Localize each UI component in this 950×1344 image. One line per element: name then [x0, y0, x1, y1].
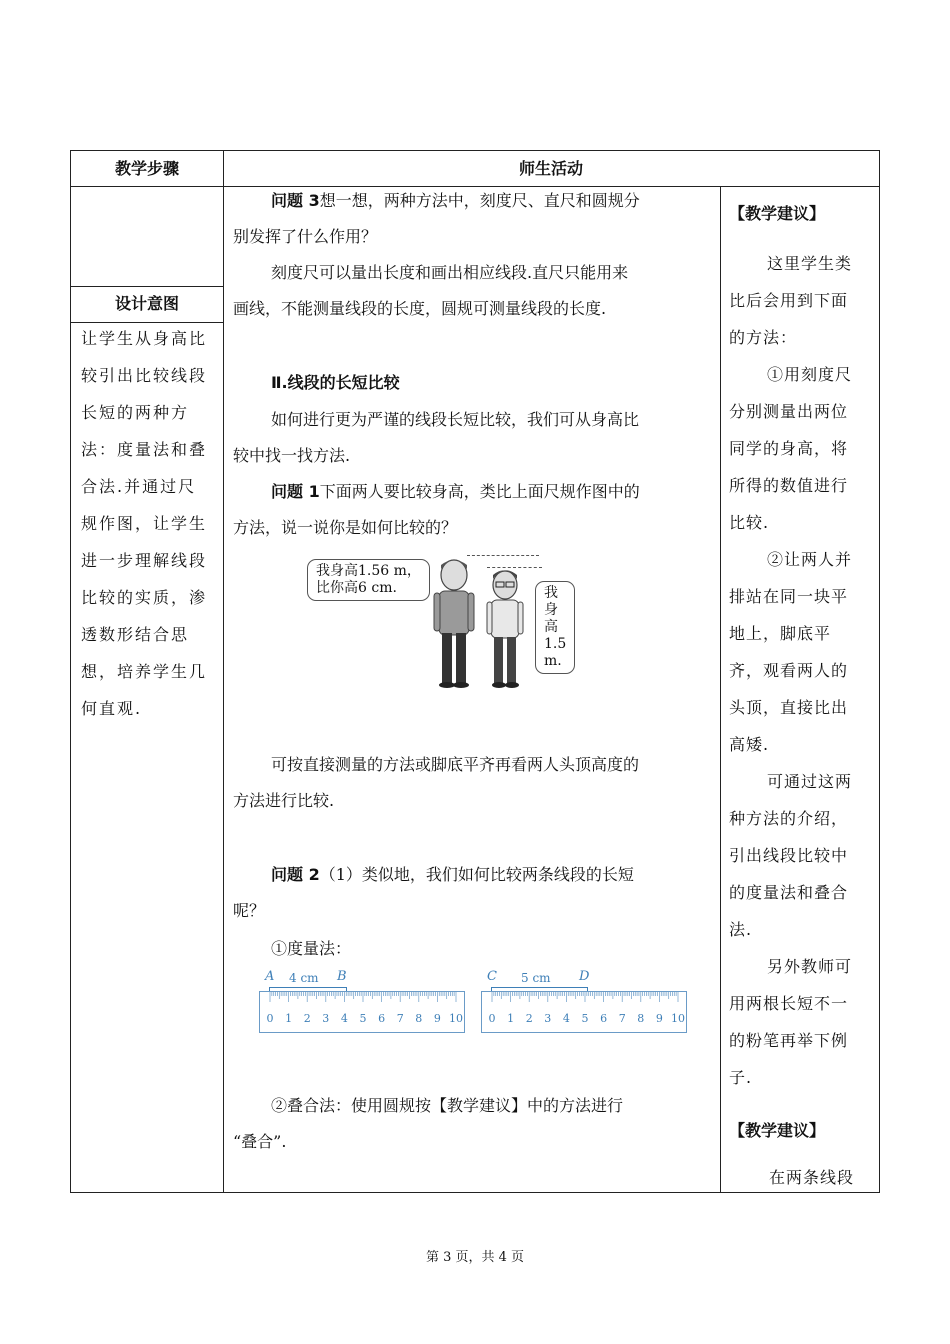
ruler-tick-label: 5	[359, 1012, 367, 1025]
header-activities: 师生活动	[518, 159, 583, 178]
teaching-suggestion-title-2: 【教学建议】	[729, 1121, 826, 1140]
ruler-tick-label: 3	[544, 1012, 552, 1025]
suggestion-line: 排站在同一块平	[729, 587, 849, 606]
ruler-tick-label: 9	[655, 1012, 663, 1025]
design-intent-line: 进一步理解线段	[81, 551, 208, 570]
question-3	[271, 183, 640, 219]
page-footer: 第 3 页，共 4 页	[425, 1250, 525, 1265]
ruler-tick-label: 6	[600, 1012, 608, 1025]
tall-person-figure	[434, 560, 474, 688]
suggestion-line: 另外教师可	[767, 957, 853, 976]
design-intent-line: 合法.并通过尺	[81, 477, 197, 496]
ruler-1-numbers	[260, 1012, 464, 1028]
design-intent-line: 何直观.	[81, 699, 143, 718]
left-bubble-line-2: 比你高6 cm.	[316, 580, 397, 596]
suggestion-line: 的度量法和叠合	[729, 883, 849, 902]
suggestion-line: 所得的数值进行	[729, 476, 849, 495]
question-2	[271, 857, 634, 893]
right-speech-bubble	[535, 581, 575, 674]
point-a-label: A	[265, 969, 275, 984]
suggestion-line: 的粉笔再举下例	[729, 1031, 849, 1050]
design-intent-line: 法：度量法和叠	[81, 440, 208, 459]
ruler-2-numbers	[482, 1012, 686, 1028]
teaching-suggestion-1	[729, 245, 873, 1096]
question-2-label: 问题 2	[271, 865, 320, 884]
ruler-tick-label: 0	[266, 1012, 274, 1025]
suggestion-line: 比较.	[729, 513, 770, 532]
design-intent-line: 想，培养学生几	[81, 662, 208, 681]
point-c-label: C	[487, 969, 497, 984]
teaching-suggestion-2-text: 在两条线段	[769, 1168, 855, 1187]
suggestion-line: 的方法：	[729, 328, 798, 347]
intro-line-1: 如何进行更为严谨的线段长短比较，我们可从身高比	[271, 410, 640, 429]
design-intent-line: 规作图，让学生	[81, 514, 208, 533]
question-1-label: 问题 1	[271, 482, 320, 501]
question-2-text-2: 呢？	[233, 901, 266, 920]
ruler-ab-diagram	[259, 969, 465, 1039]
suggestion-line: ①用刻度尺	[767, 365, 853, 384]
ruler-cd-diagram	[481, 969, 687, 1039]
ruler-tick-label: 1	[285, 1012, 293, 1025]
ruler-tick-label: 2	[525, 1012, 533, 1025]
column-divider-1	[223, 151, 224, 1192]
left-bubble-line-1: 我身高1.56 m，	[316, 563, 421, 579]
ruler-tick-label: 7	[396, 1012, 404, 1025]
overlay-method-line-1: ②叠合法：使用圆规按【教学建议】中的方法进行	[271, 1096, 624, 1115]
ruler-tick-label: 7	[618, 1012, 626, 1025]
section-title: Ⅱ.线段的长短比较	[271, 373, 400, 392]
ruler-ab-length: 4 cm	[289, 971, 319, 985]
suggestion-line: 同学的身高，将	[729, 439, 849, 458]
answer-line-1: 刻度尺可以量出长度和画出相应线段.直尺只能用来	[271, 263, 629, 282]
ruler-tick-label: 8	[415, 1012, 423, 1025]
ruler-tick-label: 10	[449, 1012, 463, 1025]
design-intent-text	[81, 320, 217, 727]
point-d-label: D	[579, 969, 590, 984]
question-3-text-2: 别发挥了什么作用？	[233, 227, 378, 246]
ruler-tick-label: 2	[303, 1012, 311, 1025]
suggestion-line: 齐，观看两人的	[729, 661, 849, 680]
design-intent-line: 让学生从身高比	[81, 329, 208, 348]
suggestion-line: 引出线段比较中	[729, 846, 849, 865]
suggestion-line: 分别测量出两位	[729, 402, 849, 421]
right-bubble-text: 我身高1.5 m.	[544, 585, 567, 669]
question-3-text: 想一想，两种方法中，刻度尺、直尺和圆规分	[319, 191, 640, 210]
ruler-tick-label: 4	[562, 1012, 570, 1025]
answer-line-2: 画线，不能测量线段的长度，圆规可测量线段的长度.	[233, 299, 607, 318]
ruler-tick-label: 1	[507, 1012, 515, 1025]
method-line-1: 可按直接测量的方法或脚底平齐再看两人头顶高度的	[271, 755, 640, 774]
suggestion-line: 比后会用到下面	[729, 291, 849, 310]
suggestion-line: 可通过这两	[767, 772, 853, 791]
lesson-table	[70, 150, 880, 1193]
ruler-tick-label: 4	[340, 1012, 348, 1025]
design-intent-line: 比较的实质，渗	[81, 588, 208, 607]
suggestion-line: 这里学生类	[767, 254, 853, 273]
question-1-text-2: 方法，说一说你是如何比较的？	[233, 518, 458, 537]
ruler-cd-length: 5 cm	[521, 971, 551, 985]
suggestion-line: ②让两人并	[767, 550, 853, 569]
ruler-tick-label: 8	[637, 1012, 645, 1025]
suggestion-line: 高矮.	[729, 735, 770, 754]
suggestion-line: 头顶，直接比出	[729, 698, 849, 717]
suggestion-line: 子.	[729, 1068, 753, 1087]
ruler-2	[481, 991, 687, 1033]
ruler-tick-label: 0	[488, 1012, 496, 1025]
design-intent-line: 较引出比较线段	[81, 366, 208, 385]
measure-method: ①度量法：	[271, 939, 352, 958]
ruler-tick-label: 10	[671, 1012, 685, 1025]
teaching-suggestion-title-1: 【教学建议】	[729, 204, 826, 223]
method-line-2: 方法进行比较.	[233, 791, 335, 810]
ruler-tick-label: 6	[378, 1012, 386, 1025]
ruler-tick-label: 9	[433, 1012, 441, 1025]
ruler-tick-label: 5	[581, 1012, 589, 1025]
left-speech-bubble	[307, 559, 430, 601]
question-2-text: （1）类似地，我们如何比较两条线段的长短	[319, 865, 634, 884]
point-b-label: B	[337, 969, 347, 984]
suggestion-line: 种方法的介绍，	[729, 809, 849, 828]
suggestion-line: 法.	[729, 920, 753, 939]
ruler-1	[259, 991, 465, 1033]
height-comparison-illustration	[307, 553, 567, 693]
suggestion-line: 地上，脚底平	[729, 624, 832, 643]
intro-line-2: 较中找一找方法.	[233, 446, 351, 465]
question-1	[271, 474, 640, 510]
design-intent-line: 透数形结合思	[81, 625, 190, 644]
header-teaching-steps: 教学步骤	[114, 159, 179, 178]
question-1-text: 下面两人要比较身高，类比上面尺规作图中的	[319, 482, 640, 501]
short-person-figure	[487, 570, 523, 688]
question-3-label: 问题 3	[271, 191, 320, 210]
suggestion-line: 用两根长短不一	[729, 994, 849, 1013]
ruler-tick-label: 3	[322, 1012, 330, 1025]
design-intent-header: 设计意图	[114, 294, 179, 313]
overlay-method-line-2: “叠合”.	[233, 1132, 287, 1151]
column-divider-2	[720, 186, 721, 1192]
two-people-figure	[427, 553, 537, 693]
design-intent-line: 长短的两种方	[81, 403, 190, 422]
